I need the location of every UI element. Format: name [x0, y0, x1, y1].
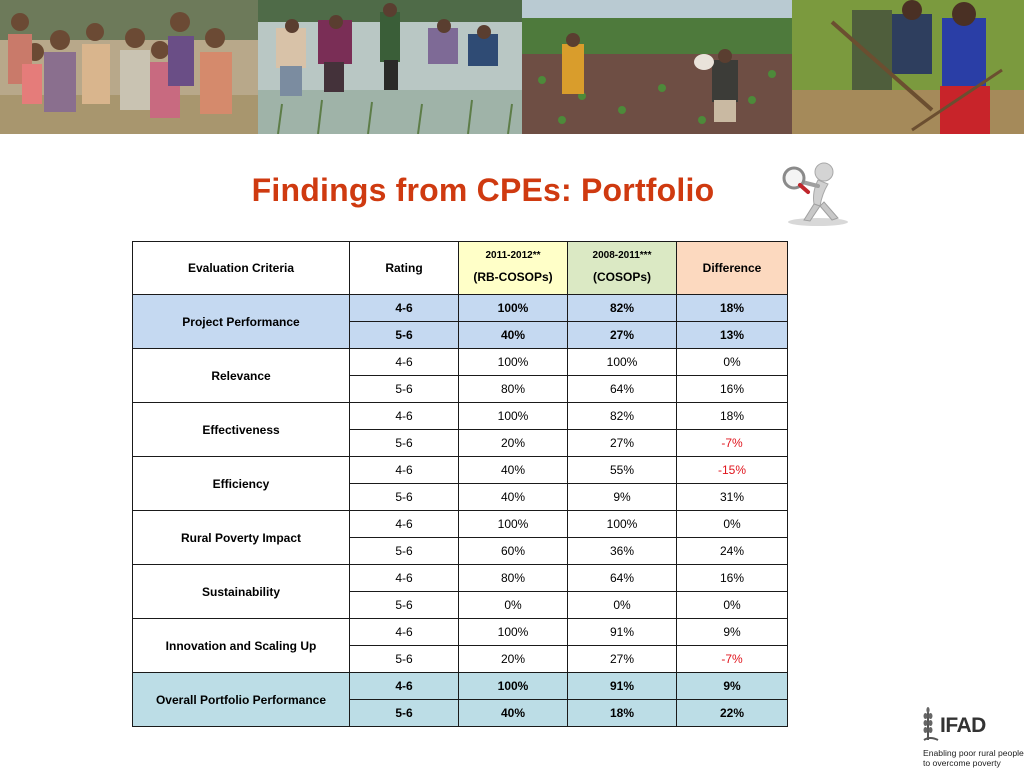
difference-cell: -7% — [677, 646, 788, 673]
value-2008-2011-cell: 82% — [568, 403, 677, 430]
ifad-tagline-line-1: Enabling poor rural people — [923, 748, 1024, 758]
difference-cell: 9% — [677, 673, 788, 700]
criterion-cell: Relevance — [133, 349, 350, 403]
value-2011-2012-cell: 100% — [459, 619, 568, 646]
table-body — [133, 295, 788, 727]
value-2011-2012-cell: 40% — [459, 700, 568, 727]
magnifier-figure-icon — [774, 158, 850, 228]
difference-cell: 16% — [677, 376, 788, 403]
value-2008-2011-cell: 0% — [568, 592, 677, 619]
value-2011-2012-cell: 40% — [459, 457, 568, 484]
value-2008-2011-cell: 55% — [568, 457, 677, 484]
rating-cell: 4-6 — [350, 295, 459, 322]
table-row — [133, 619, 788, 646]
table-row — [133, 349, 788, 376]
criterion-cell: Project Performance — [133, 295, 350, 349]
value-2008-2011-cell: 27% — [568, 646, 677, 673]
value-2008-2011-cell: 82% — [568, 295, 677, 322]
value-2011-2012-cell: 60% — [459, 538, 568, 565]
value-2011-2012-cell: 100% — [459, 403, 568, 430]
difference-cell: 0% — [677, 349, 788, 376]
difference-cell: 22% — [677, 700, 788, 727]
rating-cell: 5-6 — [350, 484, 459, 511]
value-2008-2011-cell: 64% — [568, 376, 677, 403]
header-rb-cosops: (RB-COSOPs) — [473, 270, 553, 284]
difference-cell: 18% — [677, 295, 788, 322]
photo-banner — [0, 0, 1024, 134]
value-2008-2011-cell: 64% — [568, 565, 677, 592]
photo-farmers-field — [522, 0, 792, 134]
rating-cell: 5-6 — [350, 430, 459, 457]
value-2011-2012-cell: 100% — [459, 349, 568, 376]
rating-cell: 5-6 — [350, 322, 459, 349]
ifad-logo — [920, 704, 1024, 768]
header-difference: Difference — [677, 242, 788, 295]
header-cosops: (COSOPs) — [592, 270, 651, 284]
rating-cell: 4-6 — [350, 565, 459, 592]
photo-women-hoeing — [792, 0, 1024, 134]
rating-cell: 4-6 — [350, 619, 459, 646]
value-2011-2012-cell: 0% — [459, 592, 568, 619]
difference-cell: 24% — [677, 538, 788, 565]
table-row — [133, 457, 788, 484]
photo-children — [0, 0, 258, 134]
table-row — [133, 403, 788, 430]
value-2008-2011-cell: 36% — [568, 538, 677, 565]
rating-cell: 4-6 — [350, 403, 459, 430]
value-2011-2012-cell: 80% — [459, 376, 568, 403]
difference-cell: 31% — [677, 484, 788, 511]
value-2011-2012-cell: 100% — [459, 511, 568, 538]
table-row — [133, 565, 788, 592]
value-2008-2011-cell: 27% — [568, 322, 677, 349]
difference-cell: 18% — [677, 403, 788, 430]
findings-table — [132, 241, 788, 727]
ifad-tagline-line-2: to overcome poverty — [923, 758, 1001, 768]
difference-cell: -15% — [677, 457, 788, 484]
criterion-cell: Overall Portfolio Performance — [133, 673, 350, 727]
value-2008-2011-cell: 27% — [568, 430, 677, 457]
value-2011-2012-cell: 20% — [459, 430, 568, 457]
ifad-wheat-logo-icon — [922, 706, 940, 744]
criterion-cell: Efficiency — [133, 457, 350, 511]
rating-cell: 4-6 — [350, 349, 459, 376]
value-2008-2011-cell: 91% — [568, 619, 677, 646]
header-2011-2012 — [459, 242, 568, 295]
header-2008-2011-years: 2008-2011*** — [592, 250, 652, 261]
value-2011-2012-cell: 100% — [459, 673, 568, 700]
value-2008-2011-cell: 18% — [568, 700, 677, 727]
value-2008-2011-cell: 100% — [568, 511, 677, 538]
criterion-cell: Sustainability — [133, 565, 350, 619]
ifad-logo-name: IFAD — [940, 714, 986, 737]
value-2011-2012-cell: 80% — [459, 565, 568, 592]
criterion-cell: Effectiveness — [133, 403, 350, 457]
difference-cell: 0% — [677, 511, 788, 538]
value-2011-2012-cell: 100% — [459, 295, 568, 322]
difference-cell: 13% — [677, 322, 788, 349]
page-title: Findings from CPEs: Portfolio — [251, 172, 715, 208]
value-2008-2011-cell: 91% — [568, 673, 677, 700]
value-2011-2012-cell: 20% — [459, 646, 568, 673]
ifad-tagline — [923, 748, 1024, 768]
header-2008-2011 — [568, 242, 677, 295]
difference-cell: 0% — [677, 592, 788, 619]
rating-cell: 5-6 — [350, 646, 459, 673]
rating-cell: 4-6 — [350, 673, 459, 700]
difference-cell: -7% — [677, 430, 788, 457]
header-rating: Rating — [350, 242, 459, 295]
rating-cell: 5-6 — [350, 538, 459, 565]
header-evaluation-criteria: Evaluation Criteria — [133, 242, 350, 295]
rating-cell: 4-6 — [350, 511, 459, 538]
photo-rice-field — [258, 0, 522, 134]
table-header-row — [133, 242, 788, 295]
difference-cell: 9% — [677, 619, 788, 646]
value-2008-2011-cell: 9% — [568, 484, 677, 511]
table-row — [133, 295, 788, 322]
table-row — [133, 511, 788, 538]
rating-cell: 5-6 — [350, 700, 459, 727]
table-row — [133, 673, 788, 700]
difference-cell: 16% — [677, 565, 788, 592]
rating-cell: 5-6 — [350, 376, 459, 403]
rating-cell: 5-6 — [350, 592, 459, 619]
header-2011-2012-years: 2011-2012** — [485, 250, 541, 261]
rating-cell: 4-6 — [350, 457, 459, 484]
value-2008-2011-cell: 100% — [568, 349, 677, 376]
criterion-cell: Innovation and Scaling Up — [133, 619, 350, 673]
value-2011-2012-cell: 40% — [459, 484, 568, 511]
value-2011-2012-cell: 40% — [459, 322, 568, 349]
criterion-cell: Rural Poverty Impact — [133, 511, 350, 565]
